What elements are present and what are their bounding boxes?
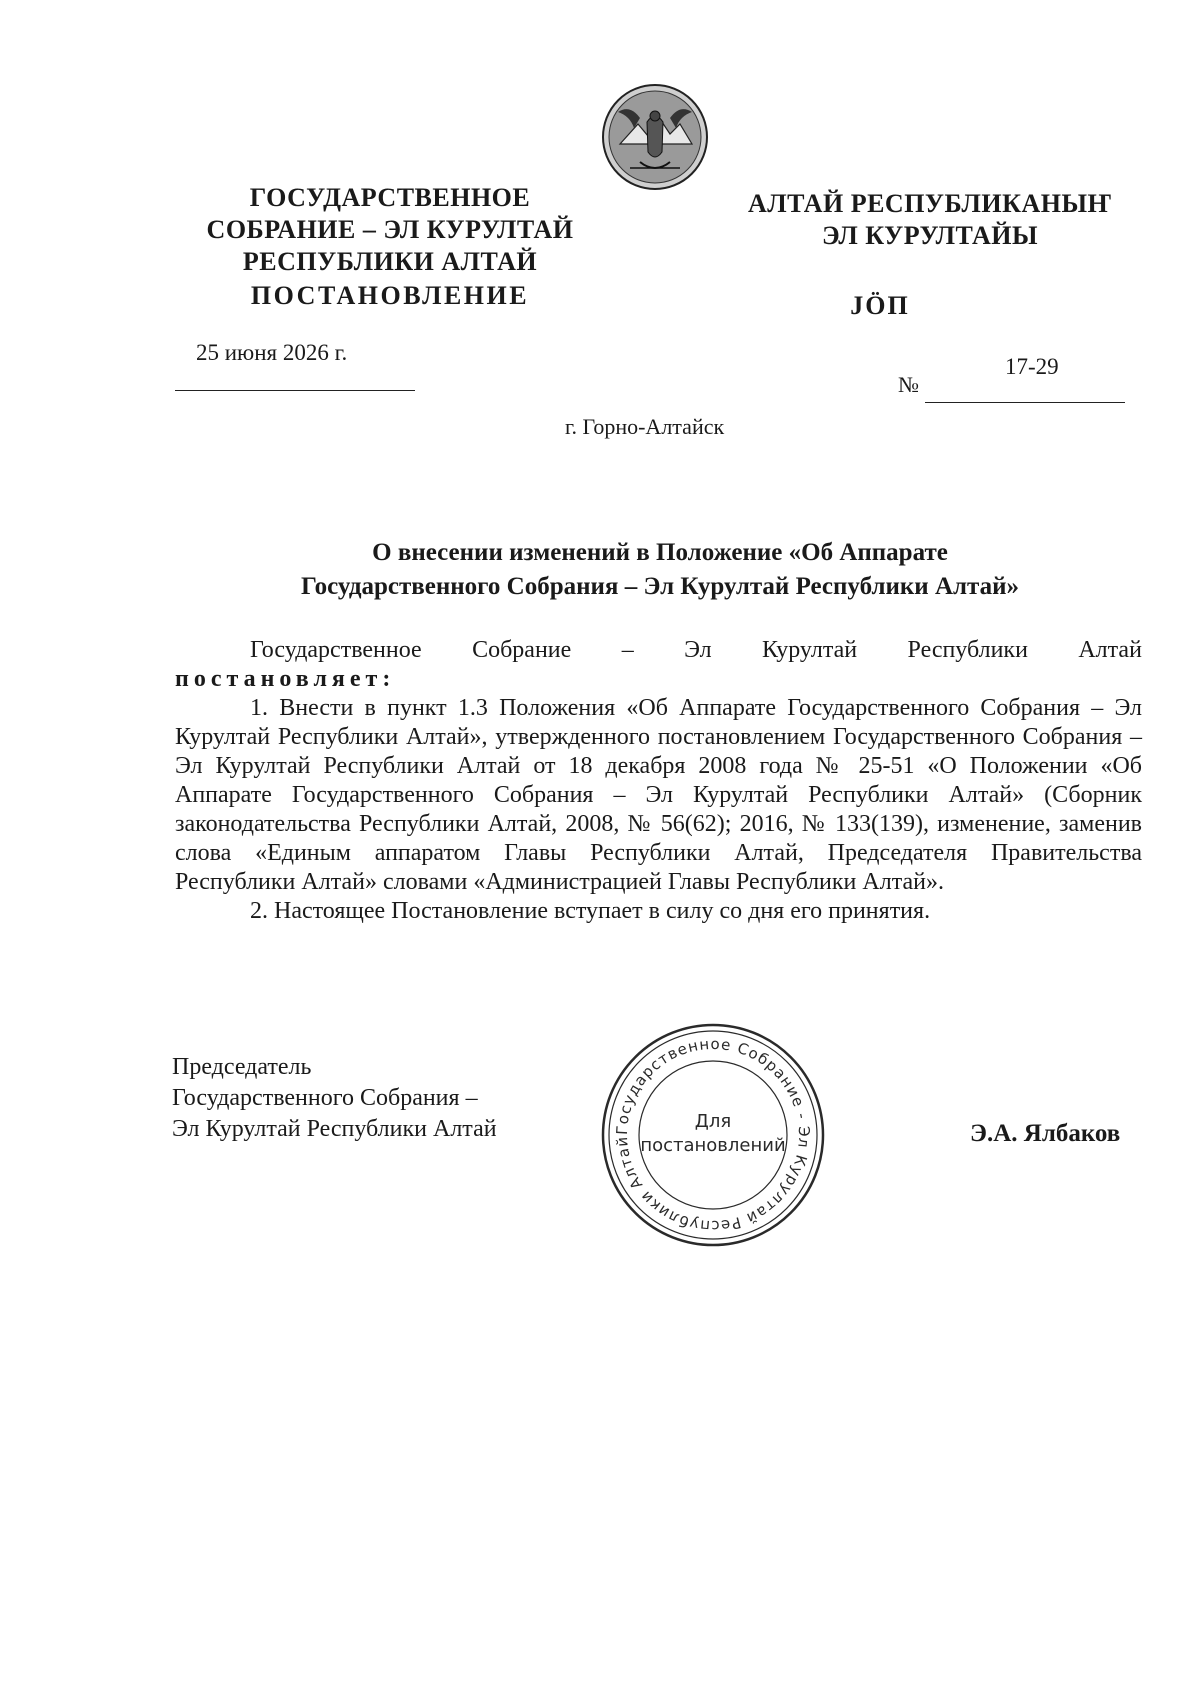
signer-position-line: Эл Курултай Республики Алтай [172,1116,497,1142]
intro-word: Республики [907,637,1028,663]
signer-position-line: Председатель [172,1054,312,1080]
header-right-line: ЭЛ КУРУЛТАЙЫ [821,221,1039,250]
item-1: 1. Внести в пункт 1.3 Положения «Об Аппарате Государственного Собрания – Эл Курултай Республики Алтай», утвержденного постановлением Государственного Собрания – Эл Курултай Республики Алтай от 18 декабря 2008 года № 25-51 «О Положении «Об Аппарате Государственного Собрания – Эл Курултай Республики Алтай» (Сборник законодательства Республики Алтай, 2008, № 56(62); 2016, № 133(139), изменение, заменив слова «Единым аппаратом Главы Республики Алтай, Председателя Правительства Республики Алтай» словами «Администрацией Главы Республики Алтай». [175,695,1142,895]
signer-position-line: Государственного Собрания – [172,1085,478,1111]
document-body [175,636,1142,926]
signer-name: Э.А. Ялбаков [970,1120,1121,1147]
header-left-line: ГОСУДАРСТВЕННОЕ [249,183,531,212]
document-title-line: О внесении изменений в Положение «Об Аппарате [372,539,948,566]
doc-type-right: JӦП [850,291,910,320]
header-right [730,188,1130,252]
intro-word: Государственное [250,637,422,663]
header-left-line: РЕСПУБЛИКИ АЛТАЙ [242,247,538,276]
date-underline [175,390,415,391]
stamp-center-line: постановлений [640,1135,786,1156]
stamp-center-line: Для [694,1111,732,1132]
intro-word: Алтай [1078,637,1142,663]
intro-word: Собрание [472,637,572,663]
doc-type-left: ПОСТАНОВЛЕНИЕ [250,281,530,310]
altai-emblem-icon [600,82,710,192]
item-2: 2. Настоящее Постановление вступает в силу со дня его принятия. [250,898,931,924]
official-stamp [598,1020,828,1250]
signer-position [172,1052,497,1145]
stamp-ring-text: Государственное Собрание - Эл Курултай Республики Алтай [612,1034,814,1236]
city: г. Горно-Алтайск [565,414,725,439]
document-title [170,536,1150,604]
header-right-line: АЛТАЙ РЕСПУБЛИКАНЫҤ [748,189,1112,218]
header-left [180,182,600,278]
intro-word: Эл [684,637,712,663]
number-underline [925,402,1125,403]
header-left-line: СОБРАНИЕ – ЭЛ КУРУЛТАЙ [206,215,574,244]
intro-line [175,636,1142,665]
intro-word: – [621,637,634,663]
number-label: № [898,372,919,397]
decree-word: постановляет: [175,666,396,692]
intro-word: Курултай [762,637,858,663]
document-date: 25 июня 2026 г. [196,340,348,365]
document-number: 17-29 [1005,354,1059,379]
document-title-line: Государственного Собрания – Эл Курултай Республики Алтай» [300,573,1020,600]
